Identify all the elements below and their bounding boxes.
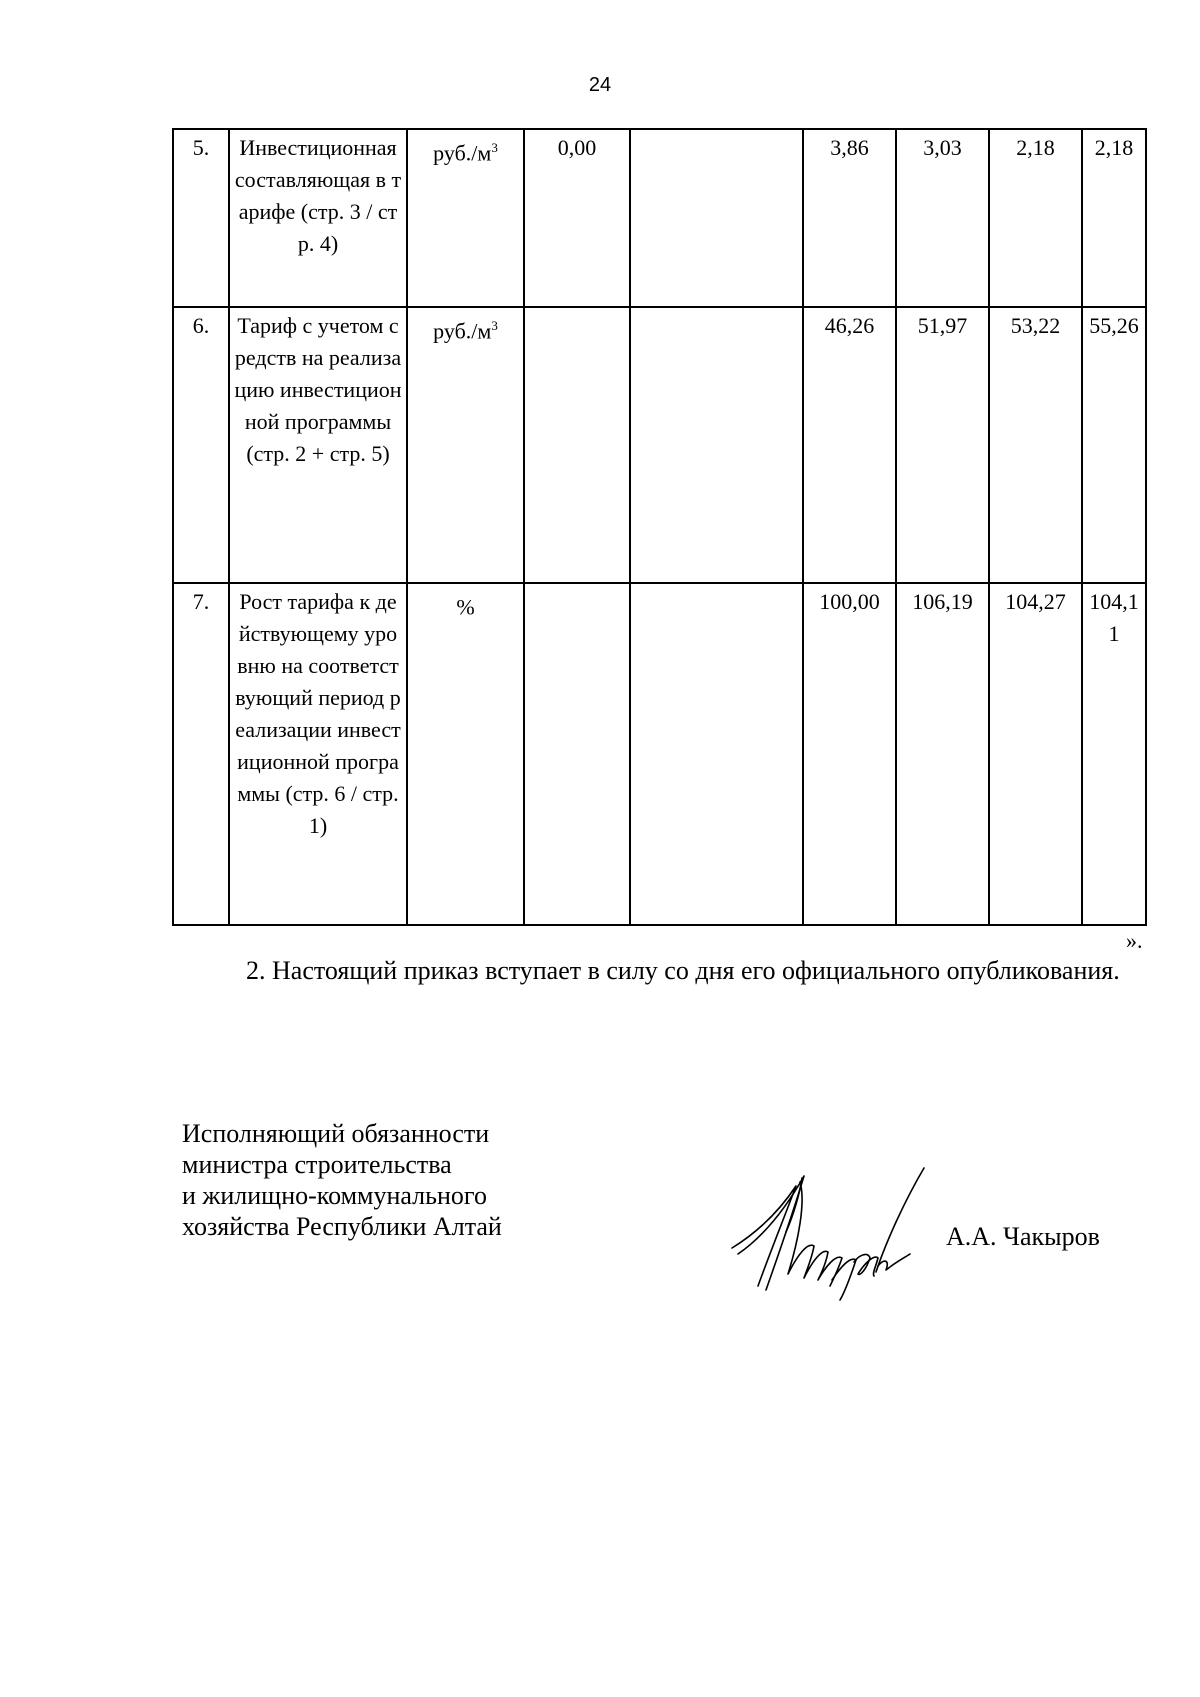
row-value-1: 100,00 [803, 583, 896, 925]
signer-name: А.А. Чакыров [946, 1222, 1100, 1251]
closing-quote: ». [1126, 928, 1143, 953]
row-value-3: 2,18 [989, 129, 1082, 307]
row-base-value [524, 583, 630, 925]
row-label: Инвестиционная составляющая в тарифе (стр. 3 / стр. 4) [229, 129, 407, 307]
row-unit: $руб./м^3$ [407, 129, 524, 307]
effective-date-paragraph: 2. Настоящий приказ вступает в силу со дня его официального опубликования. [246, 956, 1120, 985]
row-empty-cell [630, 307, 803, 583]
signer-title-line: министра строительства [182, 1150, 452, 1179]
row-value-4: 2,18 [1082, 129, 1146, 307]
row-value-4: 55,26 [1082, 307, 1146, 583]
row-value-1: 46,26 [803, 307, 896, 583]
row-base-value [524, 307, 630, 583]
row-number: 5. [173, 129, 229, 307]
signer-title-line: и жилищно-коммунального [182, 1181, 487, 1210]
row-value-4: 104,11 [1082, 583, 1146, 925]
row-unit: % [407, 583, 524, 925]
table-row [173, 129, 1146, 307]
row-label: Тариф с учетом средств на реализацию инвестиционной программы (стр. 2 + стр. 5) [229, 307, 407, 583]
row-number: 6. [173, 307, 229, 583]
row-unit: $руб./м^3$ [407, 307, 524, 583]
row-value-2: 3,03 [896, 129, 989, 307]
row-empty-cell [630, 583, 803, 925]
row-empty-cell [630, 129, 803, 307]
handwritten-signature [728, 1162, 938, 1302]
row-label: Рост тарифа к действующему уровню на соответствующий период реализации инвестиционной программы (стр. 6 / стр. 1) [229, 583, 407, 925]
tariff-table [172, 128, 1147, 926]
row-value-2: 51,97 [896, 307, 989, 583]
row-value-2: 106,19 [896, 583, 989, 925]
table-row [173, 307, 1146, 583]
signer-title-block [182, 1118, 502, 1242]
table-row [173, 583, 1146, 925]
row-value-1: 3,86 [803, 129, 896, 307]
signer-title-line: Исполняющий обязанности [182, 1119, 490, 1148]
row-number: 7. [173, 583, 229, 925]
page-number: 24 [588, 74, 612, 96]
row-value-3: 53,22 [989, 307, 1082, 583]
signer-title-line: хозяйства Республики Алтай [182, 1212, 502, 1241]
row-base-value: 0,00 [524, 129, 630, 307]
row-value-3: 104,27 [989, 583, 1082, 925]
